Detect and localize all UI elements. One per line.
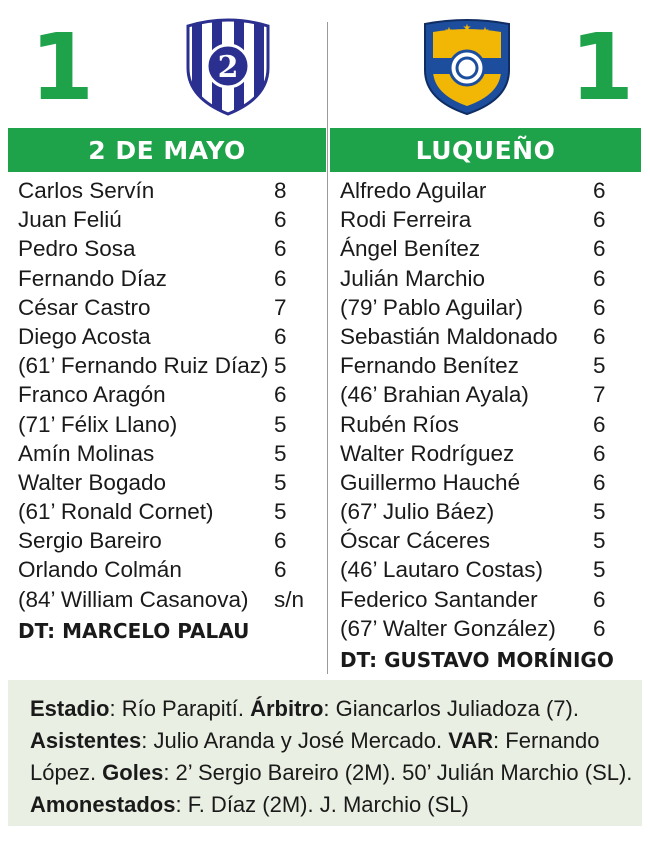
assistants-label: Asistentes [30, 728, 142, 753]
player-row [340, 439, 620, 468]
player-rating: 7 [274, 294, 287, 320]
player-rating: 6 [593, 236, 606, 262]
column-divider [327, 22, 328, 674]
player-rating: 6 [593, 440, 606, 466]
home-team-header: 2 DE MAYO [8, 128, 326, 172]
player-rating: 6 [274, 207, 287, 233]
player-name: (67’ Walter González) [340, 615, 556, 641]
bookings-value: : F. Díaz (2M). J. Marchio (SL) [175, 792, 469, 817]
player-name: Diego Acosta [18, 323, 151, 349]
stadium-value: : Río Parapití. [109, 696, 251, 721]
stadium-label: Estadio [30, 696, 110, 721]
player-name: (67’ Julio Báez) [340, 499, 495, 525]
match-info-box [8, 680, 642, 826]
player-row [340, 585, 620, 614]
player-name: Fernando Benítez [340, 353, 519, 379]
player-name: César Castro [18, 294, 151, 320]
home-crest-icon [182, 18, 274, 116]
player-row [18, 585, 308, 614]
player-name: Alfredo Aguilar [340, 178, 487, 203]
player-name: Rubén Ríos [340, 411, 459, 437]
player-rating: 5 [593, 499, 606, 525]
player-name: Orlando Colmán [18, 557, 182, 583]
player-rating: 5 [274, 353, 287, 379]
player-row [18, 526, 308, 555]
player-name: Rodi Ferreira [340, 207, 472, 233]
player-name: (61’ Fernando Ruiz Díaz) [18, 353, 269, 379]
player-rating: 6 [274, 265, 287, 291]
var-value: : Fernando López. [30, 728, 600, 785]
away-score: 1 [570, 14, 635, 121]
player-row [18, 264, 308, 293]
coach-label: DT: GUSTAVO MORÍNIGO [340, 648, 614, 672]
player-row [18, 380, 308, 409]
player-row [18, 293, 308, 322]
player-name: (79’ Pablo Aguilar) [340, 294, 524, 320]
player-rating: 6 [274, 382, 287, 408]
goals-value: : 2’ Sergio Bareiro (2M). 50’ Julián Marchio (SL). [163, 760, 633, 785]
player-rating: 7 [593, 382, 606, 408]
home-lineup [18, 176, 308, 648]
player-rating: 6 [593, 294, 606, 320]
player-name: Carlos Servín [18, 178, 155, 203]
goals-label: Goles [102, 760, 164, 785]
var-label: VAR [448, 728, 494, 753]
player-name: Franco Aragón [18, 382, 166, 408]
player-rating: 5 [593, 528, 606, 554]
player-rating: 6 [593, 615, 606, 641]
player-row [18, 468, 308, 497]
player-row [18, 439, 308, 468]
player-rating: 6 [593, 323, 606, 349]
player-rating: 5 [274, 411, 287, 437]
player-rating: 6 [274, 323, 287, 349]
player-row [18, 497, 308, 526]
player-name: Fernando Díaz [18, 265, 167, 291]
player-row [340, 176, 620, 205]
player-name: Federico Santander [340, 586, 538, 612]
player-row [18, 351, 308, 380]
player-rating: 6 [274, 236, 287, 262]
player-name: (46’ Brahian Ayala) [340, 382, 529, 408]
player-rating: 5 [274, 499, 287, 525]
player-row [340, 264, 620, 293]
svg-text:★: ★ [444, 26, 454, 37]
player-name: Julián Marchio [340, 265, 486, 291]
player-name: Ángel Benítez [340, 236, 481, 262]
player-row [18, 234, 308, 263]
referee-value: : Giancarlos Juliadoza (7). [323, 696, 579, 721]
player-row [18, 322, 308, 351]
player-row [340, 526, 620, 555]
player-rating: 5 [593, 557, 606, 583]
player-row [340, 380, 620, 409]
player-row [340, 205, 620, 234]
coach-label: DT: MARCELO PALAU [18, 618, 250, 643]
match-info-text [30, 693, 642, 821]
player-name: Pedro Sosa [18, 236, 136, 262]
player-rating: 6 [593, 207, 606, 233]
home-crest-number: 2 [217, 50, 239, 85]
player-row [340, 497, 620, 526]
player-rating: 5 [274, 440, 287, 466]
player-rating: 5 [274, 469, 287, 495]
player-rating: 6 [593, 586, 606, 612]
home-score: 1 [30, 14, 95, 121]
assistants-value: : Julio Aranda y José Mercado. [141, 728, 449, 753]
player-rating: 6 [593, 265, 606, 291]
player-row [340, 614, 620, 643]
player-row [18, 410, 308, 439]
referee-label: Árbitro [250, 696, 324, 721]
player-row [340, 468, 620, 497]
away-lineup [340, 176, 620, 677]
player-rating: 6 [593, 178, 606, 203]
player-rating: s/n [274, 586, 305, 612]
player-name: (84’ William Casanova) [18, 586, 249, 612]
player-name: Walter Bogado [18, 469, 166, 495]
player-row [340, 322, 620, 351]
player-rating: 6 [593, 469, 606, 495]
bookings-label: Amonestados [30, 792, 176, 817]
player-rating: 5 [593, 353, 606, 379]
player-name: Amín Molinas [18, 440, 155, 466]
player-row [340, 234, 620, 263]
player-name: (61’ Ronald Cornet) [18, 499, 214, 525]
player-row [18, 555, 308, 584]
player-rating: 6 [274, 528, 287, 554]
player-row [340, 555, 620, 584]
player-name: Sebastián Maldonado [340, 323, 558, 349]
player-name: Juan Feliú [18, 207, 122, 233]
player-row [340, 410, 620, 439]
player-name: Sergio Bareiro [18, 528, 162, 554]
away-crest-icon [421, 18, 513, 116]
player-rating: 6 [274, 557, 287, 583]
away-team-header: LUQUEÑO [330, 128, 641, 172]
svg-text:★: ★ [480, 26, 490, 37]
svg-text:★: ★ [462, 23, 472, 34]
player-name: Walter Rodríguez [340, 440, 515, 466]
player-row [18, 205, 308, 234]
player-rating: 8 [274, 178, 287, 203]
player-row [340, 293, 620, 322]
player-name: (71’ Félix Llano) [18, 411, 178, 437]
player-name: Óscar Cáceres [340, 528, 491, 554]
player-name: Guillermo Hauché [340, 469, 521, 495]
player-row [340, 351, 620, 380]
player-rating: 6 [593, 411, 606, 437]
player-row [18, 176, 308, 205]
player-name: (46’ Lautaro Costas) [340, 557, 544, 583]
